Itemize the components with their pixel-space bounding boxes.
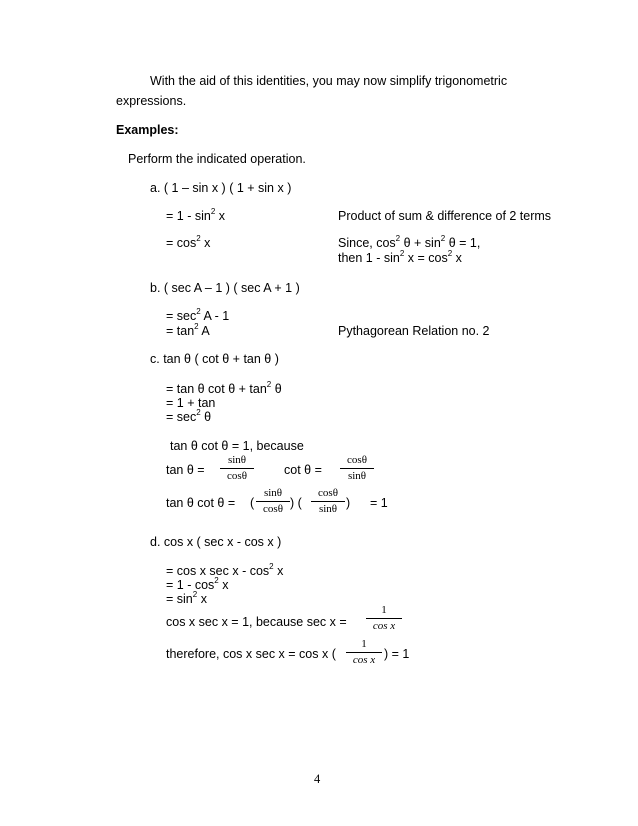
example-c-note: tan θ cot θ = 1, because — [170, 439, 304, 453]
fraction-bar — [340, 468, 374, 469]
example-a-reason-3: then $1 - \sin^2 x = \cos^2 x$ — [338, 248, 462, 265]
middle-parens: ) ( — [290, 496, 302, 510]
page-number: 4 — [314, 772, 321, 786]
tan-cot-product-label: tan θ cot θ = — [166, 496, 236, 510]
example-d-step-3: = $\sin^2 x$ — [166, 589, 207, 606]
example-a-heading: a. ( 1 – sin x ) ( 1 + sin x ) — [150, 181, 292, 195]
example-a-reason-1: Product of sum & difference of 2 terms — [338, 209, 552, 223]
cot-definition-label: cot θ = — [284, 463, 322, 477]
equals-one: = 1 — [370, 496, 388, 510]
therefore-fraction — [346, 638, 382, 667]
instruction: Perform the indicated operation. — [128, 152, 306, 166]
example-b-step-2: = $\tan^2 A$ — [166, 321, 210, 338]
cot-fraction — [340, 454, 374, 483]
fraction-bar — [366, 618, 402, 619]
example-d-step-2: = $1 - \cos^2 x$ — [166, 575, 229, 592]
intro-line-1: With the aid of this identities, you may now simplify trigonometric — [150, 74, 508, 88]
example-c-heading: c. tan θ ( cot θ + tan θ ) — [150, 352, 279, 366]
example-a-step-2: = $\cos^2 x$ — [166, 233, 211, 250]
fraction-denominator: sinθ — [318, 503, 338, 515]
example-d-therefore-end: ) = 1 — [384, 647, 410, 661]
fraction-bar — [311, 501, 345, 502]
intro-line-2: expressions. — [116, 94, 187, 108]
example-a-reason-2: Since, $\cos^2 \theta + \sin^2 \theta = 1$, — [338, 233, 481, 250]
example-d-heading: d. cos x ( sec x - cos x ) — [150, 535, 282, 549]
fraction-bar — [220, 468, 254, 469]
cot-product-fraction — [311, 487, 345, 516]
sec-x-fraction — [366, 604, 402, 633]
tan-fraction — [220, 454, 254, 483]
fraction-denominator: sinθ — [347, 470, 367, 482]
open-paren: ( — [250, 496, 255, 510]
example-b-reason-1: Pythagorean Relation no. 2 — [338, 324, 490, 338]
example-c-step-2: = 1 + tan — [166, 396, 216, 410]
fraction-denominator: cosθ — [227, 470, 247, 482]
example-d-because: cos x sec x = 1, because sec x = — [166, 615, 347, 629]
fraction-numerator: sinθ — [227, 454, 247, 466]
fraction-bar — [346, 652, 382, 653]
fraction-numerator: 1 — [361, 638, 367, 650]
tan-product-fraction — [256, 487, 290, 516]
fraction-bar — [256, 501, 290, 502]
example-b-heading: b. ( sec A – 1 ) ( sec A + 1 ) — [150, 281, 300, 295]
fraction-numerator: sinθ — [263, 487, 283, 499]
example-d-therefore: therefore, cos x sec x = cos x ( — [166, 647, 336, 661]
close-paren: ) — [346, 496, 351, 510]
fraction-denominator: cos x — [372, 620, 396, 632]
example-a-step-1: = $1 - \sin^2 x$ — [166, 206, 225, 223]
example-c-step-3: = $\sec^2 \theta$ — [166, 407, 212, 424]
example-b-step-1: = $\sec^2 A - 1$ — [166, 306, 230, 323]
fraction-numerator: 1 — [381, 604, 387, 616]
examples-heading: Examples: — [116, 123, 179, 137]
fraction-numerator: cosθ — [318, 487, 338, 499]
tan-definition-label: tan θ = — [166, 463, 205, 477]
fraction-denominator: cosθ — [263, 503, 283, 515]
example-c-step-1: = tan θ $\cot \theta + \tan^2 \theta$ — [166, 379, 282, 396]
fraction-denominator: cos x — [352, 654, 376, 666]
example-d-step-1: = cos x sec x - $\cos^2 x$ — [166, 561, 284, 578]
fraction-numerator: cosθ — [347, 454, 367, 466]
